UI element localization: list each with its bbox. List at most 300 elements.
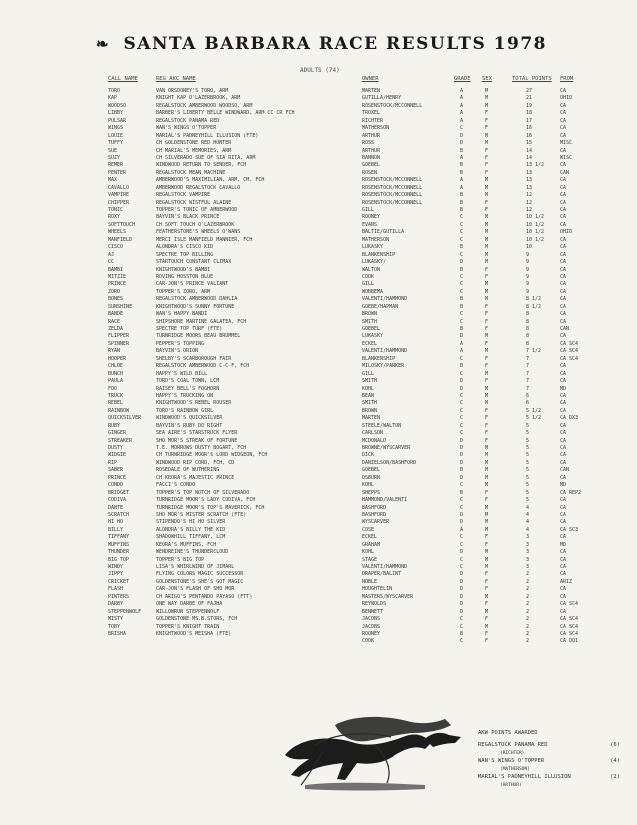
owner-cell: ARTHUR: [362, 147, 381, 154]
sex-cell: F: [485, 117, 489, 124]
reg-name-cell: TOPPER'S BIG TOP: [156, 556, 205, 563]
call-name-cell: AJ: [108, 251, 115, 258]
owner-cell: VALENTI/HAMMOND: [362, 564, 408, 570]
grade-cell: B: [460, 363, 464, 370]
grade-cell: B: [460, 303, 464, 310]
owner-cell: JACOBS: [362, 623, 381, 630]
grade-cell: A: [460, 526, 464, 533]
grade-cell: D: [460, 140, 464, 147]
from-cell: CA: [560, 504, 567, 511]
owner-cell: BROWN: [362, 311, 378, 318]
racing-dogs-illustration: [275, 685, 470, 800]
from-cell: WISC: [560, 154, 573, 161]
owner-cell: LUKASKY: [362, 244, 384, 251]
owner-cell: HOUGHTELIN: [362, 586, 393, 593]
from-cell: CA: [560, 296, 567, 303]
points-cell: 14: [526, 154, 533, 161]
sex-cell: F: [485, 169, 489, 176]
from-cell: CA: [560, 132, 567, 139]
table-row: [0, 378, 637, 385]
sex-cell: F: [485, 355, 489, 362]
grade-cell: D: [460, 474, 464, 481]
reg-name-cell: TURNRIDGE MOOR'S LADY CODIVA, FCH: [156, 497, 256, 504]
sex-cell: F: [485, 378, 489, 385]
call-name-cell: BIG TOP: [108, 556, 130, 563]
grade-cell: A: [460, 177, 464, 184]
reg-name-cell: TORO'S RAINBOW GIRL: [156, 407, 214, 414]
owner-cell: LUKASKY/: [362, 259, 387, 266]
grade-cell: C: [460, 407, 464, 414]
points-cell: 15: [526, 140, 533, 147]
from-cell: CA: [560, 459, 567, 466]
table-row: [0, 393, 637, 400]
table-row: [0, 267, 637, 274]
call-name-cell: PULSAR: [108, 117, 127, 124]
grade-cell: B: [460, 467, 464, 474]
sex-cell: M: [485, 370, 489, 377]
call-name-cell: SOFTTOUCH: [108, 221, 136, 228]
grade-cell: C: [460, 370, 464, 377]
points-cell: 27: [526, 88, 533, 94]
table-row: [0, 557, 637, 564]
sex-cell: M: [485, 511, 489, 518]
sex-cell: F: [485, 534, 489, 541]
reg-name-cell: FEATHERSTONE'S WHEELS O'WANS: [156, 229, 241, 236]
header-sex: SEX: [482, 76, 492, 82]
owner-cell: GOEBEL: [362, 467, 381, 474]
reg-name-cell: WAN'S HAPPY BANDI: [156, 311, 208, 318]
grade-cell: B: [460, 296, 464, 303]
sex-cell: M: [485, 400, 489, 407]
sex-cell: M: [485, 623, 489, 630]
points-cell: 8: [526, 340, 530, 347]
header-from: FROM: [560, 76, 574, 82]
grade-cell: C: [460, 288, 464, 295]
sex-cell: F: [485, 541, 489, 548]
points-cell: 10 1/2: [526, 236, 545, 243]
reg-name-cell: TOPPER'S TONIC OF AMBERWOOD: [156, 207, 238, 213]
grade-cell: A: [460, 117, 464, 124]
call-name-cell: SPINNER: [108, 340, 130, 347]
grade-cell: D: [460, 385, 464, 392]
owner-cell: COSE: [362, 526, 375, 533]
points-cell: 2: [526, 601, 530, 608]
from-cell: CA: [560, 564, 567, 570]
table-row: [0, 133, 637, 140]
points-cell: 9: [526, 273, 530, 280]
from-cell: CAN: [560, 326, 570, 332]
call-name-cell: TRUCK: [108, 392, 124, 399]
owner-cell: NOBLE: [362, 578, 378, 585]
grade-cell: B: [460, 199, 464, 206]
points-cell: 7: [526, 355, 530, 362]
call-name-cell: RACE: [108, 318, 121, 325]
grade-cell: D: [460, 511, 464, 518]
from-cell: OHIO: [560, 229, 573, 236]
points-cell: 14: [526, 147, 533, 154]
points-cell: 2: [526, 616, 530, 623]
sex-cell: M: [485, 593, 489, 600]
table-row: [0, 88, 637, 95]
call-name-cell: WINDY: [108, 564, 124, 570]
call-name-cell: WINGS: [108, 125, 124, 132]
table-row: [0, 148, 637, 155]
sex-cell: F: [485, 110, 489, 117]
call-name-cell: CRICKET: [108, 578, 130, 585]
grade-cell: B: [460, 169, 464, 176]
reg-name-cell: CH SILVERADO SUE OF SIA RITA, ARM: [156, 154, 256, 161]
reg-name-cell: FLYING COLORS MAGIC SUCCESSOR: [156, 571, 244, 578]
points-cell: 12: [526, 192, 533, 199]
sex-cell: F: [485, 497, 489, 504]
table-row: [0, 571, 637, 578]
from-cell: OHIO: [560, 95, 573, 102]
grade-cell: D: [460, 571, 464, 578]
points-cell: 2: [526, 586, 530, 593]
from-cell: CA: [560, 221, 567, 228]
owner-cell: MARTEN: [362, 88, 381, 94]
table-row: [0, 519, 637, 526]
table-row: [0, 475, 637, 482]
from-cell: CA: [560, 125, 567, 132]
table-row: [0, 155, 637, 162]
from-cell: CA DX3: [560, 415, 579, 422]
reg-name-cell: SHO MOR'S STREAK OF FORTUNE: [156, 437, 238, 444]
owner-cell: ROONEY: [362, 630, 381, 637]
table-row: [0, 386, 637, 393]
call-name-cell: CHIPPER: [108, 199, 130, 206]
call-name-cell: ROXY: [108, 214, 121, 221]
points-cell: 9: [526, 259, 530, 266]
reg-name-cell: AMBERWOOD'S MAXIMILIAN, ARM, CM, FCH: [156, 177, 265, 184]
grade-cell: C: [460, 430, 464, 437]
table-row: [0, 274, 637, 281]
table-row: [0, 192, 637, 199]
call-name-cell: HOOPER: [108, 355, 127, 362]
grade-cell: B: [460, 244, 464, 251]
call-name-cell: STREAKER: [108, 437, 133, 444]
from-cell: CA DQ1: [560, 638, 579, 645]
call-name-cell: SCRATCH: [108, 511, 130, 518]
points-cell: 5: [526, 445, 530, 451]
award-item: [478, 774, 628, 783]
call-name-cell: PENTER: [108, 169, 127, 176]
grade-cell: C: [460, 221, 464, 228]
reg-name-cell: ROSEDALE OF WUTHERING: [156, 467, 220, 474]
call-name-cell: REMER: [108, 162, 124, 169]
call-name-cell: THUNDER: [108, 549, 130, 556]
grade-cell: C: [460, 497, 464, 504]
from-cell: CA: [560, 236, 567, 243]
table-row: [0, 281, 637, 288]
from-cell: CA: [560, 400, 567, 407]
sex-cell: M: [485, 482, 489, 489]
points-cell: 3: [526, 549, 530, 556]
reg-name-cell: SPECTRE TOP BILLING: [156, 251, 214, 258]
call-name-cell: CISCO: [108, 244, 124, 251]
call-name-cell: CHLOE: [108, 363, 124, 370]
table-row: [0, 371, 637, 378]
sex-cell: F: [485, 125, 489, 132]
from-cell: CA: [560, 593, 567, 600]
table-row: [0, 341, 637, 348]
table-row: [0, 579, 637, 586]
points-cell: 13: [526, 169, 533, 176]
points-cell: 2: [526, 630, 530, 637]
owner-cell: BASHFORD: [362, 511, 387, 518]
table-row: [0, 289, 637, 296]
from-cell: CA: [560, 184, 567, 191]
grade-cell: C: [460, 311, 464, 318]
owner-cell: REYNOLDS: [362, 601, 387, 608]
grade-cell: D: [460, 378, 464, 385]
call-name-cell: JIPPY: [108, 571, 124, 578]
sex-cell: M: [485, 549, 489, 556]
from-cell: CA: [560, 392, 567, 399]
table-row: [0, 438, 637, 445]
table-row: [0, 624, 637, 631]
call-name-cell: MANFIELD: [108, 236, 133, 243]
grade-cell: C: [460, 236, 464, 243]
reg-name-cell: TURNRIDGE MOOR'S TOP'S MAVERICK, FCH: [156, 504, 265, 511]
owner-cell: ROSEN: [362, 169, 378, 176]
owner-cell: DRAPER/BALINT: [362, 571, 402, 578]
call-name-cell: BUNCH: [108, 370, 124, 377]
award-points: (4): [610, 758, 620, 764]
grade-cell: B: [460, 207, 464, 213]
from-cell: CA: [560, 586, 567, 593]
points-cell: 8: [526, 333, 530, 340]
reg-name-cell: MERCI ISLE MANFIELD MANNIER, FCH: [156, 236, 253, 243]
award-points: (2): [610, 774, 620, 780]
points-cell: 6: [526, 392, 530, 399]
points-cell: 5: [526, 474, 530, 481]
owner-cell: ROSENSTOCK/MCCONNELL: [362, 177, 423, 184]
call-name-cell: BONES: [108, 296, 124, 303]
reg-name-cell: SHELBY'S SCARBOROUGH FAIR: [156, 355, 232, 362]
table-row: [0, 118, 637, 125]
points-cell: 7: [526, 363, 530, 370]
owner-cell: BLANKENSHIP: [362, 251, 396, 258]
header-call-name: CALL NAME: [108, 76, 138, 82]
grade-cell: C: [460, 251, 464, 258]
sex-cell: M: [485, 259, 489, 266]
sex-cell: M: [485, 445, 489, 451]
call-name-cell: BILLY: [108, 526, 124, 533]
awards-title: AKW POINTS AWARDED: [478, 730, 538, 736]
owner-cell: MATHERSON: [362, 236, 390, 243]
points-cell: 19: [526, 102, 533, 109]
grade-cell: D: [460, 333, 464, 340]
owner-cell: ROONEY: [362, 214, 381, 221]
title-text: SANTA BARBARA RACE RESULTS 1978: [123, 34, 547, 54]
owner-cell: WOBBEMA: [362, 288, 384, 295]
points-cell: 2: [526, 593, 530, 600]
table-row: [0, 423, 637, 430]
sex-cell: M: [485, 102, 489, 109]
table-row: [0, 408, 637, 415]
grade-cell: D: [460, 586, 464, 593]
points-cell: 8 1/2: [526, 296, 542, 303]
sex-cell: F: [485, 571, 489, 578]
sex-cell: F: [485, 303, 489, 310]
reg-name-cell: KNIGHT KAP O'LAZERBROOK, ARM: [156, 95, 241, 102]
reg-name-cell: WINDWOOD RIP CORD, FCH, CD: [156, 459, 235, 466]
grade-cell: D: [460, 132, 464, 139]
owner-cell: MCDONALD: [362, 437, 387, 444]
points-cell: 5: [526, 497, 530, 504]
points-cell: 7: [526, 378, 530, 385]
grade-cell: C: [460, 623, 464, 630]
sex-cell: F: [485, 422, 489, 429]
points-cell: 9: [526, 251, 530, 258]
sex-cell: M: [485, 392, 489, 399]
from-cell: CA: [560, 318, 567, 325]
owner-cell: KOHL: [362, 385, 375, 392]
table-row: [0, 482, 637, 489]
reg-name-cell: BAYVIN'S BLACK PRINCE: [156, 214, 220, 221]
sex-cell: M: [485, 281, 489, 288]
from-cell: CA: [560, 422, 567, 429]
points-cell: 13 1/2: [526, 162, 545, 169]
call-name-cell: PINTERS: [108, 593, 130, 600]
call-name-cell: DUSTY: [108, 445, 124, 451]
table-row: [0, 200, 637, 207]
table-row: [0, 311, 637, 318]
points-cell: 16: [526, 125, 533, 132]
points-cell: 18: [526, 110, 533, 117]
points-cell: 5: [526, 452, 530, 459]
sex-cell: F: [485, 147, 489, 154]
table-row: [0, 609, 637, 616]
points-cell: 10 1/2: [526, 214, 545, 221]
sex-cell: F: [485, 326, 489, 332]
reg-name-cell: MARIAL'S PADNEYHILL ILLUSION (FTE): [156, 132, 259, 139]
owner-cell: GOEBE/HAPMAN: [362, 303, 399, 310]
points-cell: 9: [526, 266, 530, 273]
owner-cell: ECKEL: [362, 340, 378, 347]
grade-cell: B: [460, 147, 464, 154]
sex-cell: M: [485, 88, 489, 94]
from-cell: CA SC4: [560, 348, 579, 355]
call-name-cell: RIP: [108, 459, 118, 466]
from-cell: CA: [560, 192, 567, 199]
from-cell: CA: [560, 474, 567, 481]
reg-name-cell: KEORA'S MUFFINS, FCH: [156, 541, 217, 548]
from-cell: CA: [560, 207, 567, 213]
grade-cell: D: [460, 601, 464, 608]
sex-cell: M: [485, 459, 489, 466]
table-row: [0, 140, 637, 147]
call-name-cell: FOO: [108, 385, 118, 392]
table-row: [0, 326, 637, 333]
reg-name-cell: ALONDRA'S BILLY THE KID: [156, 526, 226, 533]
owner-cell: ROSS: [362, 140, 375, 147]
grade-cell: C: [460, 422, 464, 429]
points-cell: 4: [526, 519, 530, 526]
reg-name-cell: REGALSTOCK WISTFUL ALAINE: [156, 199, 232, 206]
owner-cell: HAMMOND/VALENTI: [362, 497, 408, 504]
award-points: (6): [610, 742, 620, 748]
points-cell: 3: [526, 564, 530, 570]
owner-cell: BALTIE/GUTILLA: [362, 229, 405, 236]
award-name: WAN'S WINGS O'TOPPER: [478, 758, 545, 764]
header-owner: OWNER: [362, 76, 379, 82]
reg-name-cell: CAR-JON'S PRINCE VALIANT: [156, 281, 229, 288]
grade-cell: B: [460, 266, 464, 273]
header-points: TOTAL POINTS: [512, 76, 552, 82]
call-name-cell: ZELDA: [108, 326, 124, 332]
sex-cell: F: [485, 437, 489, 444]
table-row: [0, 490, 637, 497]
grade-cell: B: [460, 489, 464, 496]
call-name-cell: BRIDGET: [108, 489, 130, 496]
from-cell: CA: [560, 445, 567, 451]
grade-cell: C: [460, 541, 464, 548]
owner-cell: JACOBS: [362, 616, 381, 623]
sex-cell: F: [485, 273, 489, 280]
owner-cell: STEELE/WALTON: [362, 422, 402, 429]
owner-cell: RICHTER: [362, 117, 384, 124]
reg-name-cell: SPECTRE TOP TURF (FTE): [156, 326, 223, 332]
reg-name-cell: WINDWOOD RETURN TO SENDER, FCH: [156, 162, 247, 169]
reg-name-cell: REGALSTOCK AMBERWOOD WOODSO, ARM: [156, 102, 253, 109]
owner-cell: SHEPPS: [362, 489, 381, 496]
reg-name-cell: TOPPER'S ZORO, ARM: [156, 288, 211, 295]
grade-cell: A: [460, 154, 464, 161]
points-cell: 16: [526, 132, 533, 139]
from-cell: CA: [560, 266, 567, 273]
sex-cell: F: [485, 638, 489, 645]
from-cell: CA: [560, 430, 567, 437]
sex-cell: M: [485, 95, 489, 102]
table-row: [0, 542, 637, 549]
sex-cell: M: [485, 474, 489, 481]
points-cell: 8: [526, 318, 530, 325]
grade-cell: D: [460, 578, 464, 585]
from-cell: CA: [560, 571, 567, 578]
call-name-cell: SABER: [108, 467, 124, 474]
from-cell: CA: [560, 303, 567, 310]
sex-cell: M: [485, 467, 489, 474]
points-cell: 5: [526, 467, 530, 474]
sex-cell: F: [485, 430, 489, 437]
reg-name-cell: WINDWOOD'S QUICKSILVER: [156, 415, 223, 422]
table-row: [0, 616, 637, 623]
points-cell: 4: [526, 504, 530, 511]
award-name: MARIAL'S PADNEYHILL ILLUSION: [478, 774, 571, 780]
reg-name-cell: TURNRIDGE MOORS BEAU BRUMMEL: [156, 333, 241, 340]
table-row: [0, 586, 637, 593]
call-name-cell: TORO: [108, 88, 121, 94]
sex-cell: M: [485, 526, 489, 533]
call-name-cell: BRISHA: [108, 630, 127, 637]
from-cell: ARIZ: [560, 578, 573, 585]
page-title: [0, 34, 637, 54]
award-owner: (ARTHUR): [500, 783, 522, 788]
reg-name-cell: BARBER'S LIBERTY BELLE WINDWARD, ARM CC CR FCH: [156, 110, 295, 117]
points-cell: 5: [526, 422, 530, 429]
owner-cell: ECKEL: [362, 534, 378, 541]
points-cell: 10: [526, 244, 533, 251]
grade-cell: B: [460, 192, 464, 199]
from-cell: MD: [560, 385, 567, 392]
reg-name-cell: REGALSTOCK AMBERWOOD DAHLIA: [156, 296, 238, 303]
points-cell: 2: [526, 608, 530, 615]
table-row: [0, 162, 637, 169]
call-name-cell: FLASH: [108, 586, 124, 593]
from-cell: CA: [560, 497, 567, 504]
